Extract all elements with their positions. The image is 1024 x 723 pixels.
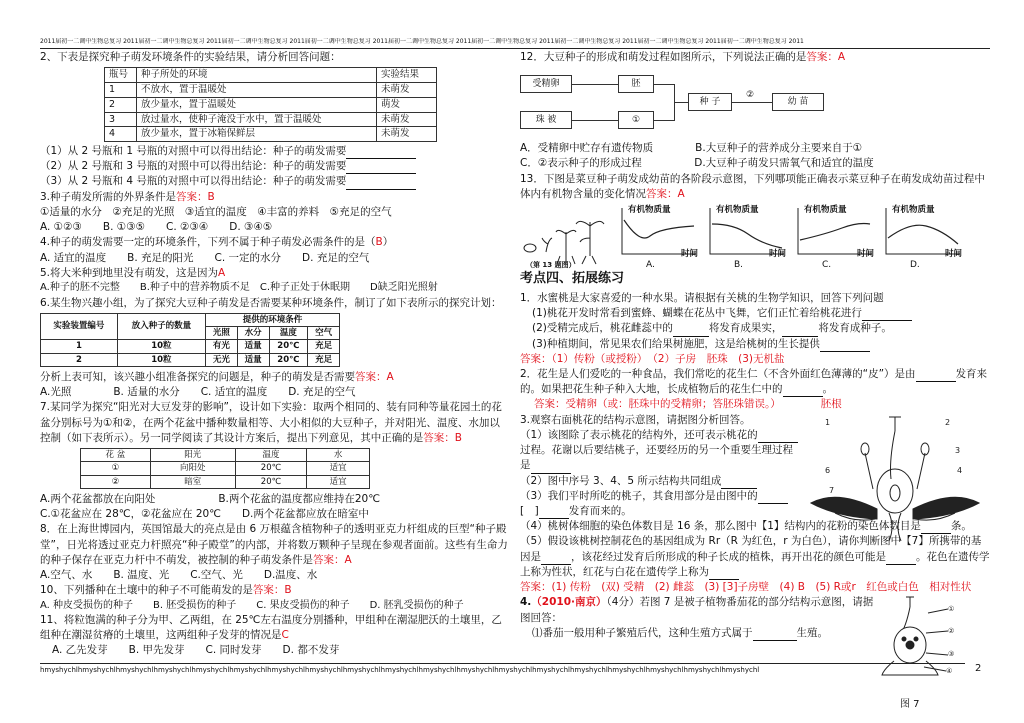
table-row [105, 127, 437, 142]
svg-text:③: ③ [948, 650, 955, 659]
flow-connector [654, 120, 674, 121]
e4-title-text: （4分）若图 7 是被子植物番茄花的部分结构示意图，请据图回答： [520, 596, 874, 624]
table-cell: 2 [105, 97, 137, 112]
q7-table [80, 448, 370, 489]
table-cell: 适量 [237, 340, 269, 353]
q2-sub1 [40, 144, 510, 159]
table-cell: 未萌发 [377, 127, 437, 142]
q10-choices: A. 种皮受损伤的种子 B. 胚受损伤的种子 C. 果皮受损伤的种子 D. 胚乳受损伤的种子 [40, 599, 464, 611]
page-header-strip: 2011届初一二调中生物总复习 2011届初一二调中生物总复习 2011届初一二调中生物总复习 2011届初一二调中生物总复习 2011届初一二调中生物总复习 2011届初一二调中生物总复习 2011届初一二调中生物总复习 2011届初一二调中生物总复习 2011届初一二调中生物总复习 2011 [40, 38, 990, 49]
q11-answer: C [281, 629, 289, 642]
q10-answer: 答案：B [252, 584, 292, 597]
q11-choices: A. 乙先发芽 B. 甲先发芽 C. 同时发芽 D. 都不发芽 [52, 644, 340, 657]
graph-b-label: B. [734, 260, 744, 271]
table-cell: 萌发 [377, 97, 437, 112]
q7-table-head: 温度 [235, 449, 307, 462]
e3-sub4-text: （4）桃树体细胞的染色体数目是 16 条，那么图中【1】结构内的花粉的染色体数目是 [520, 520, 921, 533]
table-cell: 2 [41, 353, 118, 366]
q7-text-body: 7.某同学为探究“阳光对大豆发芽的影响”，设计如下实验：取两个相同的、装有同种等量花园土的花盆分别标号为①和②，在两个花盆中播种数量相等、大小相似的大豆种子，并对阳光、温度、水加以控制（如下表所示）。另一同学阅读了其设计方案后，提出下列意见，其中正确的是 [40, 401, 502, 444]
answer-blank[interactable] [539, 508, 569, 519]
q8-choices: A.空气、水 B. 温度、光 C.空气、光 D.温度、水 [40, 569, 318, 582]
q6-table-head: 光照 [205, 327, 237, 340]
table-cell: 10粒 [117, 340, 205, 353]
e1-sub1-text: (1)桃花开发时常看到蜜蜂、蝴蝶在花丛中飞舞，它们正忙着给桃花进行 [532, 307, 862, 320]
flow-box-integument: 珠 被 [520, 111, 572, 129]
table-cell: 20℃ [235, 462, 307, 475]
flow-box-seed: 种 子 [688, 93, 732, 111]
graph-a-xlabel: 时间 [680, 248, 698, 259]
svg-text:④: ④ [946, 667, 953, 676]
q13-text [520, 172, 990, 202]
e2-answer: 答案：受精卵（或：胚珠中的受精卵；答胚珠错误。） [534, 398, 781, 411]
e4-title [520, 595, 875, 625]
answer-blank[interactable] [346, 163, 416, 174]
q5-choices: A.种子的胚不完整 B.种子中的营养物质不足 C.种子正处于休眠期 D缺乏阳光照射 [40, 282, 438, 294]
flow-arrow [732, 102, 772, 103]
q3-title [40, 190, 510, 205]
page-number: 2 [975, 663, 982, 674]
e4-text-area [520, 595, 875, 641]
q2-table-head: 种子所处的环境 [137, 68, 377, 83]
table-cell: 3 [105, 112, 137, 127]
e4-block [520, 595, 990, 676]
q2-table-head: 实验结果 [377, 68, 437, 83]
q6-table-head: 水分 [237, 327, 269, 340]
q2-sub3 [40, 174, 510, 189]
q12-choice-1: A．受精卵中贮存有遗传物质 B.大豆种子的营养成分主要来自于① [520, 142, 863, 155]
svg-text:4: 4 [957, 465, 963, 475]
section-4-title: 考点四、拓展练习 [520, 271, 625, 287]
q4-close: ） [382, 236, 394, 249]
e4-sub1-text: ⑴番茄一般用种子繁殖后代，这种生殖方式属于 [532, 626, 753, 639]
table-cell: 有光 [205, 340, 237, 353]
e2-text-end: 。 [822, 383, 833, 396]
e3-sub1 [520, 428, 800, 474]
e3-sub4-end: 条。 [950, 520, 972, 533]
table-cell: 充足 [308, 353, 340, 366]
fig7-caption: 图 7 [900, 699, 920, 710]
e3-sub3-text: （3）我们平时所吃的桃子，其食用部分是由图中的 [520, 489, 758, 502]
table-cell: 充足 [308, 340, 340, 353]
answer-blank[interactable] [346, 148, 416, 159]
table-cell: 暗室 [150, 475, 235, 488]
table-cell: 1 [41, 340, 118, 353]
peach-flower-diagram [805, 413, 985, 543]
q7-choice-1: A.两个花盆都放在向阳处 B.两个花盆的温度都应维持在20℃ [40, 493, 381, 506]
table-row [81, 475, 370, 488]
flow-box-zygote: 受精卵 [520, 75, 572, 93]
svg-text:3: 3 [955, 445, 961, 455]
table-cell: 未萌发 [377, 82, 437, 97]
table-cell: 1 [105, 82, 137, 97]
graph-b-ylabel: 有机物质量 [716, 205, 759, 216]
q7-answer: 答案：B [423, 431, 462, 444]
e2-text-body2: 发育来的。如果把花生种子种入大地，长成植物后的花生仁中的 [520, 368, 988, 396]
graph-c-xlabel: 时间 [856, 248, 874, 259]
table-cell: 向阳处 [150, 462, 235, 475]
q4-title-text: 4.种子的萌发需要一定的环境条件，下列不属于种子萌发必需条件的是（ [40, 236, 376, 249]
flow-arrow [674, 102, 688, 103]
q6-table [40, 313, 340, 367]
right-column [520, 50, 990, 676]
graph-c [792, 204, 874, 271]
q6-ask [40, 370, 510, 385]
q6-table-head: 温度 [269, 327, 308, 340]
e1-sub2-mid: 将发育成果实， [708, 322, 783, 335]
answer-blank[interactable] [886, 554, 916, 565]
e3-block [520, 413, 990, 520]
graph-b [704, 204, 786, 271]
q4-answer: B [375, 236, 383, 249]
svg-text:①: ① [948, 605, 955, 614]
table-cell: 20℃ [235, 475, 307, 488]
graph-c-ylabel: 有机物质量 [804, 205, 847, 216]
table-cell: 4 [105, 127, 137, 142]
e2-text [520, 367, 990, 397]
q6-table-head: 空气 [308, 327, 340, 340]
flow-arrow [572, 84, 618, 85]
seedling-stages-icon [520, 204, 610, 268]
flow-box-embryo: 胚 [618, 75, 654, 93]
e3-title: 3.观察右面桃花的结构示意图，请据图分析回答。 [520, 413, 751, 426]
table-cell: 未萌发 [377, 112, 437, 127]
q2-sub2-text: （2）从 2 号瓶和 3 号瓶的对照中可以得出结论：种子的萌发需要 [40, 160, 347, 173]
e3-sub3 [520, 489, 800, 519]
svg-text:1: 1 [825, 417, 831, 427]
page-footer-strip: hmyshychlhmyshychlhmyshychlhmyshychlhmyshychlhmyshychlhmyshychlhmyshychlhmyshychlhmyshychlhmyshychlhmyshychlhmyshychlhmyshychlhmyshychlhmyshychlhmyshychlhmyshychlhmyshychl [40, 663, 965, 675]
seedling-stages-illustration [520, 204, 610, 268]
q5-title-text: 5.将大米种到地里没有萌发，这是因为 [40, 266, 219, 279]
e3-sub5-text-c: 。花色在遗传学上称为性状，红花与白花在遗传学上称为 [520, 550, 990, 578]
svg-text:7: 7 [829, 485, 835, 495]
e3-sub3-bracket: [ ] [520, 505, 539, 517]
e1-sub2-text: (2)受精完成后，桃花雌蕊中的 [532, 322, 673, 335]
graph-a [616, 204, 698, 271]
q6-title: 6.某生物兴趣小组，为了探究大豆种子萌发是否需要某种环境条件，制订了如下表所示的探究计划： [40, 296, 502, 309]
e1-title: 1．水蜜桃是大家喜爱的一种水果。请根据有关桃的生物学知识，回答下列问题 [520, 291, 884, 304]
e4-sub1-end: 生殖。 [796, 626, 828, 639]
graph-d [880, 204, 962, 271]
table-cell: 20℃ [269, 353, 308, 366]
q6-answer: 答案：A [355, 370, 394, 383]
graph-a-ylabel: 有机物质量 [628, 205, 671, 216]
q2-sub1-text: （1）从 2 号瓶和 1 号瓶的对照中可以得出结论：种子的萌发需要 [40, 145, 347, 158]
q2-sub3-text: （3）从 2 号瓶和 4 号瓶的对照中可以得出结论：种子的萌发需要 [40, 175, 347, 188]
q13-answer: 答案：A [646, 187, 685, 200]
graph-d-xlabel: 时间 [944, 248, 962, 259]
e3-sub5-text: （5）假设该桃树控制花色的基因组成为 Rr（R 为红色，r 为白色），请你判断图中【7】所携带的基因是 [520, 535, 982, 563]
q12-choice-2: C．②表示种子的形成过程 D.大豆种子萌发只需氧气和适宜的温度 [520, 157, 874, 170]
table-row [81, 462, 370, 475]
q3-options: ①适量的水分 ②充足的光照 ③适宜的温度 ④丰富的养料 ⑤充足的空气 [40, 205, 392, 218]
q6-choices: A.光照 B. 适量的水分 C. 适宜的温度 D. 充足的空气 [40, 386, 356, 399]
answer-blank[interactable] [709, 569, 739, 580]
e3-answer: 答案：(1) 传粉 (双) 受精 (2) 雌蕊 (3) [3]子房壁 (4) B (5) R或r 红色或白色 相对性状 [520, 581, 972, 594]
table-row [105, 97, 437, 112]
answer-blank[interactable] [721, 478, 757, 489]
q3-answer: 答案：B [176, 190, 215, 203]
q2-sub2 [40, 159, 510, 174]
q12-answer: 答案：A [806, 51, 846, 63]
q6-table-subhead: 提供的环境条件 [205, 313, 339, 326]
graph-c-label: C. [822, 260, 832, 271]
q4-title [40, 235, 510, 250]
e1-sub2 [520, 321, 990, 336]
answer-blank[interactable] [820, 341, 870, 352]
q6-table-head: 实验装置编号 [41, 313, 118, 340]
q7-table-head: 阳光 [150, 449, 235, 462]
e1-sub2-end: 将发育成种子。 [818, 322, 892, 335]
q12-title-text: 12．大豆种子的形成和萌发过程如图所示，下列说法正确的是 [520, 51, 807, 63]
graph-d-ylabel: 有机物质量 [892, 205, 935, 216]
table-row [105, 82, 437, 97]
table-cell: 放少量水，置于温暖处 [137, 97, 377, 112]
flow-connector [654, 84, 674, 85]
answer-blank[interactable] [916, 371, 956, 382]
e3-sub3-end: 发育而来的。 [568, 505, 632, 517]
flow-box-1: ① [618, 111, 654, 129]
q10-title [40, 583, 510, 598]
q2-table-head: 瓶号 [105, 68, 137, 83]
answer-blank[interactable] [758, 432, 798, 443]
e3-sub1-text-b: 过程。花谢以后要结桃子，还要经历的另一个重要生理过程是 [520, 444, 793, 472]
answer-blank[interactable] [531, 463, 571, 474]
q8-answer: 答案：A [313, 553, 352, 566]
e3-sub2-text: （2）图中序号 3、4、5 所示结构共同组成 [520, 474, 722, 487]
answer-blank[interactable] [753, 630, 797, 641]
q7-table-head: 花 盆 [81, 449, 151, 462]
q11-text-body: 11、将粒饱满的种子分为甲、乙两组，在 25℃左右温度分别播种，甲组种在潮湿肥沃的土壤里，乙组种在潮湿贫瘠的土壤里，这两组种子发芽的情况是 [40, 614, 502, 642]
table-cell: 20℃ [269, 340, 308, 353]
e3-sub5-text-b: ，该花经过发育后所形成的种子长成的植株，再开出花的颜色可能是 [571, 550, 886, 563]
e2-text-body: 2．花生是人们爱吃的一种食品，我们常吃的花生仁（不含外面红色薄薄的“皮”）是由 [520, 368, 916, 381]
e4-number: 4. [520, 596, 532, 609]
graph-a-label: A. [646, 260, 655, 271]
e1-sub1 [520, 306, 990, 321]
q2-table [104, 67, 437, 142]
e1-answer: 答案：（1）传粉（或授粉） （2）子房 胚珠 (3)无机盐 [520, 352, 785, 365]
q13-fig-caption: （第 13 题图） [526, 260, 576, 269]
table-cell: 适宜 [307, 462, 370, 475]
e1-sub3-text: (3)种植期间，常见果农们给果树施肥，这是给桃树的生长提供 [532, 337, 820, 350]
graph-d-label: D. [910, 260, 920, 271]
q7-table-head: 水 [307, 449, 370, 462]
svg-text:6: 6 [825, 465, 831, 475]
q12-flow-diagram [520, 69, 990, 139]
answer-blank[interactable] [862, 310, 912, 321]
q13-text-body: 13．下图是菜豆种子萌发成幼苗的各阶段示意图，下列哪项能正确表示菜豆种子在萌发成幼苗过程中体内有机物含量的变化情况 [520, 172, 985, 200]
e4-sub1 [520, 626, 875, 641]
table-cell: 无光 [205, 353, 237, 366]
e3-sub2 [520, 474, 800, 489]
q3-title-text: 3.种子萌发所需的外界条件是 [40, 190, 177, 203]
q10-title-text: 10、下列播种在土壤中的种子不可能萌发的是 [40, 584, 253, 597]
e4-source-tag: （2010·南京） [531, 596, 607, 609]
q8-text-body: 8．在上海世博园内，英国馆最大的亮点是由 6 万根蕴含植物种子的透明亚克力杆组成的巨型“种子殿堂”，日光将透过亚克力杆照亮“种子殿堂”的内部，并将数万颗种子呈现在参观者面前。这些有生命力的种子保存在亚克力杆中不萌发，被控制的种子萌发条件是 [40, 523, 508, 566]
q5-title [40, 266, 510, 281]
answer-blank[interactable] [782, 326, 818, 337]
flow-arrow [572, 120, 618, 121]
table-row [105, 112, 437, 127]
q12-title [520, 50, 990, 65]
q7-choice-2: C.①花盆应在 28℃，②花盆应在 20℃ D.两个花盆都应放在暗室中 [40, 508, 369, 521]
q7-text [40, 400, 510, 446]
q6-table-head: 放入种子的数量 [117, 313, 205, 340]
answer-blank[interactable] [758, 493, 788, 504]
table-cell: 适量 [237, 353, 269, 366]
table-row [41, 353, 340, 366]
answer-blank[interactable] [541, 554, 571, 565]
graph-b-xlabel: 时间 [768, 248, 786, 259]
e1-sub3 [520, 337, 990, 352]
q6-ask-text: 分析上表可知，该兴趣小组准备探究的问题是，种子的萌发是否需要 [40, 370, 355, 383]
answer-blank[interactable] [673, 326, 709, 337]
q13-figure [520, 204, 990, 271]
q3-choices: A. ①②③ B. ①③⑤ C. ②③④ D. ③④⑤ [40, 221, 273, 234]
q2-title: 2、下表是探究种子萌发环境条件的实验结果，请分析回答问题： [40, 51, 341, 63]
flow-box-seedling: 幼 苗 [772, 93, 824, 111]
svg-text:2: 2 [945, 417, 951, 427]
q5-answer: A [218, 266, 226, 279]
table-row [41, 340, 340, 353]
answer-blank[interactable] [346, 179, 416, 190]
e2-answer-line [520, 397, 990, 412]
q11-text [40, 613, 510, 643]
table-cell: 放少量水，置于冰箱保鲜层 [137, 127, 377, 142]
table-cell: ① [81, 462, 151, 475]
table-cell: ② [81, 475, 151, 488]
left-column [40, 50, 510, 659]
e3-text-area [520, 413, 800, 520]
q8-text [40, 522, 510, 568]
answer-blank[interactable] [783, 386, 823, 397]
table-cell: 放过量水，使种子淹没于水中，置于温暖处 [137, 112, 377, 127]
q4-choices: A. 适宜的温度 B. 充足的阳光 C. 一定的水分 D. 充足的空气 [40, 251, 370, 264]
flow-step-2-label: ② [746, 90, 755, 101]
table-cell: 10粒 [117, 353, 205, 366]
e3-sub1-text: （1）该图除了表示桃花的结构外，还可表示桃花的 [520, 428, 758, 441]
e2-answer-2: 胚根 [820, 398, 842, 411]
table-cell: 适宜 [307, 475, 370, 488]
svg-text:②: ② [948, 627, 955, 636]
table-cell: 不放水，置于温暖处 [137, 82, 377, 97]
